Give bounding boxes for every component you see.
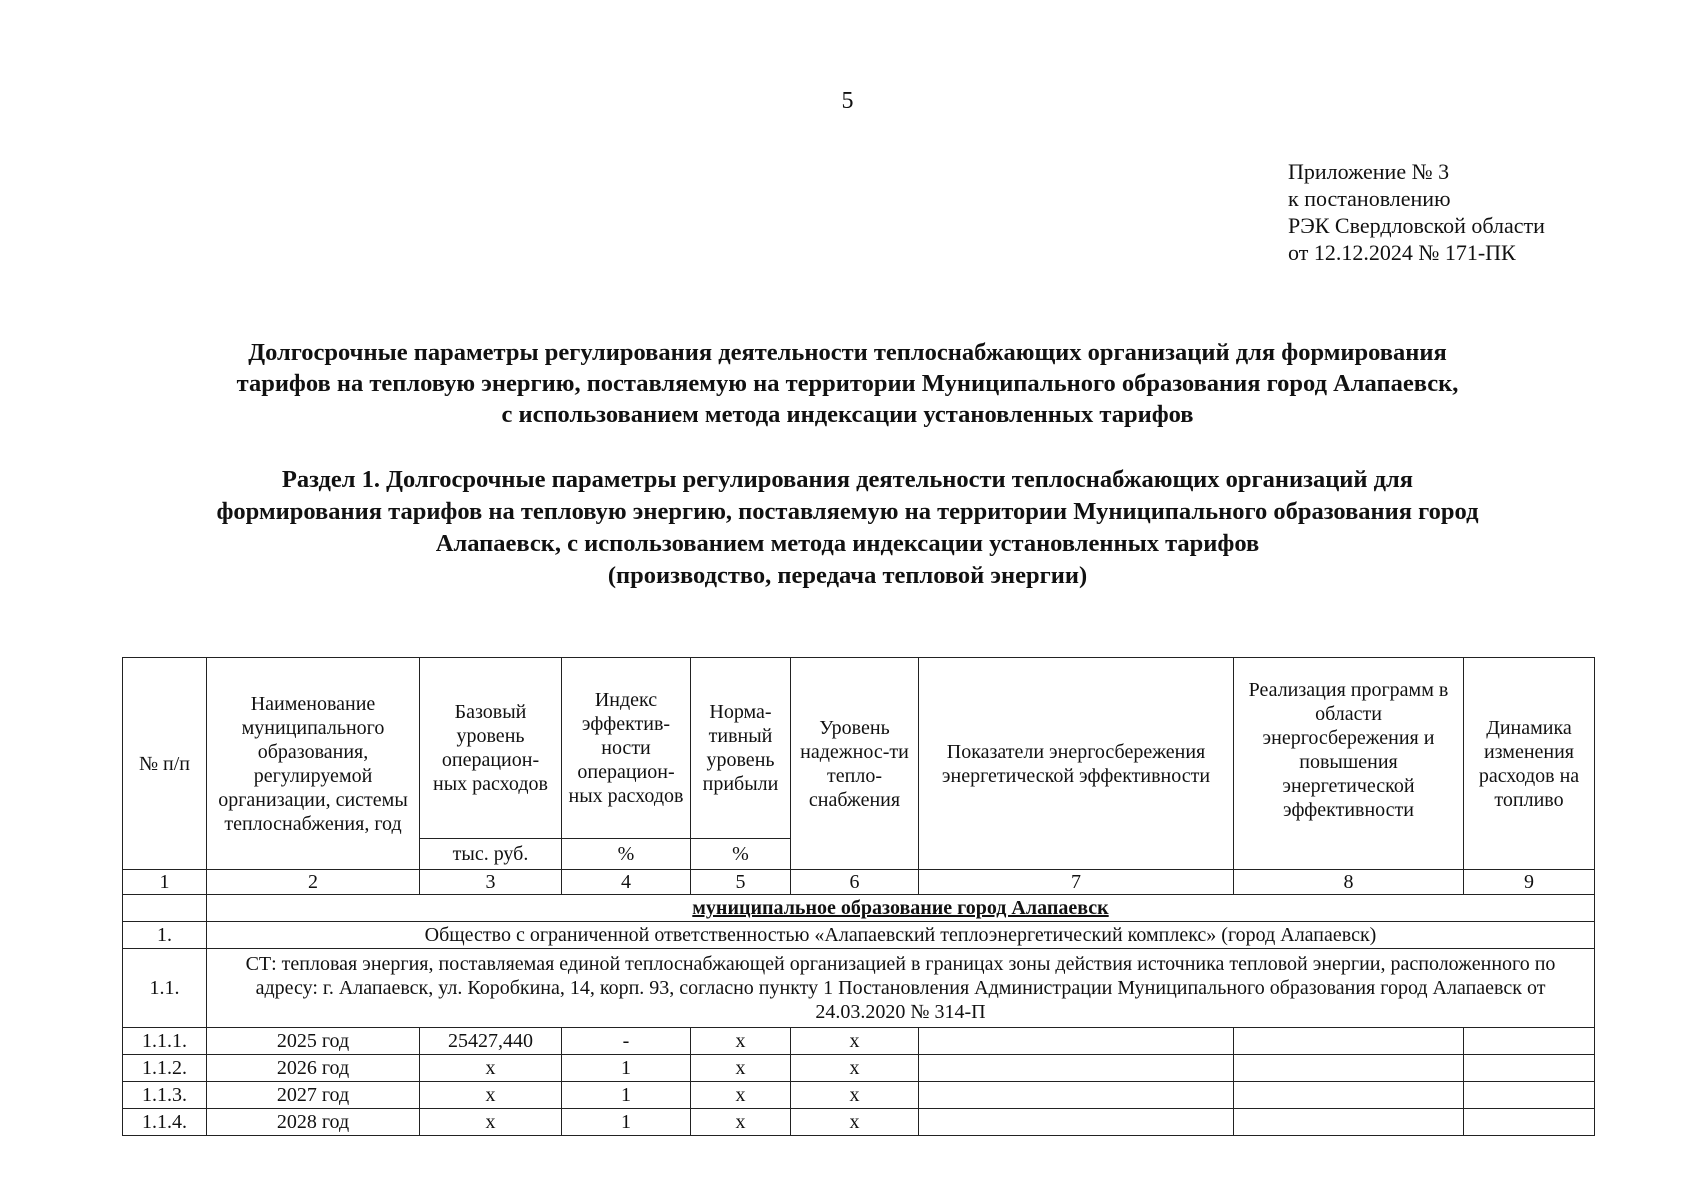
unit-efficiency-index: % bbox=[562, 839, 691, 870]
organization-row bbox=[123, 922, 1595, 949]
title-line: тарифов на тепловую энергию, поставляемую на территории Муниципального образования город Алапаевск, bbox=[236, 370, 1459, 397]
row-reliability: х bbox=[791, 1055, 919, 1082]
column-number: 4 bbox=[562, 870, 691, 895]
appendix-line: от 12.12.2024 № 171-ПК bbox=[1288, 240, 1516, 265]
row-reliability: х bbox=[791, 1028, 919, 1055]
row-efficiency-index: 1 bbox=[562, 1109, 691, 1136]
row-num: 1.1.1. bbox=[123, 1028, 207, 1055]
section-line: Раздел 1. Долгосрочные параметры регулирования деятельности теплоснабжающих организаций для bbox=[281, 466, 1414, 493]
empty-cell bbox=[1464, 1055, 1595, 1082]
column-number: 6 bbox=[791, 870, 919, 895]
row-num: 1.1.4. bbox=[123, 1109, 207, 1136]
system-num: 1.1. bbox=[123, 949, 207, 1028]
header-name: Наименование муниципального образования, регулируемой организации, системы теплоснабжения, год bbox=[207, 658, 420, 870]
column-number: 3 bbox=[420, 870, 562, 895]
empty-cell bbox=[1464, 1109, 1595, 1136]
row-reliability: х bbox=[791, 1109, 919, 1136]
empty-cell bbox=[919, 1055, 1234, 1082]
section-line: Алапаевск, с использованием метода индексации установленных тарифов bbox=[435, 530, 1260, 557]
row-profit-level: х bbox=[691, 1082, 791, 1109]
row-num: 1.1.3. bbox=[123, 1082, 207, 1109]
row-year: 2027 год bbox=[207, 1082, 420, 1109]
row-efficiency-index: - bbox=[562, 1028, 691, 1055]
column-number: 7 bbox=[919, 870, 1234, 895]
empty-cell bbox=[123, 895, 207, 922]
empty-cell bbox=[919, 1082, 1234, 1109]
header-base-costs: Базовый уровень операцион-ных расходов bbox=[420, 658, 562, 839]
header-num: № п/п bbox=[123, 658, 207, 870]
section-line: (производство, передача тепловой энергии) bbox=[607, 562, 1088, 589]
row-year: 2028 год bbox=[207, 1109, 420, 1136]
column-number: 9 bbox=[1464, 870, 1595, 895]
column-numbers-row bbox=[123, 870, 1595, 895]
column-number: 2 bbox=[207, 870, 420, 895]
row-profit-level: х bbox=[691, 1109, 791, 1136]
system-row bbox=[123, 949, 1595, 1028]
empty-cell bbox=[1464, 1028, 1595, 1055]
org-name: Общество с ограниченной ответственностью «Алапаевский теплоэнергетический комплекс» (город Алапаевск) bbox=[207, 922, 1595, 949]
empty-cell bbox=[1464, 1082, 1595, 1109]
unit-profit-level: % bbox=[691, 839, 791, 870]
appendix-line: РЭК Свердловской области bbox=[1288, 213, 1545, 238]
empty-cell bbox=[1234, 1055, 1464, 1082]
table-row bbox=[123, 1055, 1595, 1082]
appendix-block bbox=[1288, 158, 1545, 266]
document-title bbox=[100, 337, 1595, 430]
org-num: 1. bbox=[123, 922, 207, 949]
unit-base-costs: тыс. руб. bbox=[420, 839, 562, 870]
section-line: формирования тарифов на тепловую энергию, поставляемую на территории Муниципального образования город bbox=[216, 498, 1479, 525]
column-number: 1 bbox=[123, 870, 207, 895]
municipality-row bbox=[123, 895, 1595, 922]
table-row bbox=[123, 1028, 1595, 1055]
empty-cell bbox=[919, 1109, 1234, 1136]
system-description: СТ: тепловая энергия, поставляемая единой теплоснабжающей организацией в границах зоны действия источника тепловой энергии, расположенного по адресу: г. Алапаевск, ул. Коробкина, 14, корп. 93, согласно пункту 1 Постановления Администрации Муниципального образования город Алапаевск от 24.03.2020 № 314-П bbox=[207, 949, 1595, 1028]
row-base-costs: х bbox=[420, 1109, 562, 1136]
row-num: 1.1.2. bbox=[123, 1055, 207, 1082]
appendix-line: Приложение № 3 bbox=[1288, 159, 1450, 184]
row-year: 2026 год bbox=[207, 1055, 420, 1082]
row-base-costs: 25427,440 bbox=[420, 1028, 562, 1055]
header-reliability: Уровень надежнос-ти тепло-снабжения bbox=[791, 658, 919, 870]
empty-cell bbox=[919, 1028, 1234, 1055]
appendix-line: к постановлению bbox=[1288, 186, 1451, 211]
row-base-costs: х bbox=[420, 1055, 562, 1082]
table-row bbox=[123, 1082, 1595, 1109]
header-row bbox=[123, 658, 1595, 839]
header-energy-saving: Показатели энергосбережения энергетической эффективности bbox=[919, 658, 1234, 870]
page-number: 5 bbox=[841, 88, 854, 114]
column-number: 5 bbox=[691, 870, 791, 895]
header-profit-level: Норма-тивный уровень прибыли bbox=[691, 658, 791, 839]
title-line: Долгосрочные параметры регулирования деятельности теплоснабжающих организаций для формирования bbox=[248, 339, 1447, 366]
row-year: 2025 год bbox=[207, 1028, 420, 1055]
empty-cell bbox=[1234, 1109, 1464, 1136]
header-fuel-dynamics: Динамика изменения расходов на топливо bbox=[1464, 658, 1595, 870]
table-row bbox=[123, 1109, 1595, 1136]
parameters-table bbox=[122, 657, 1595, 1136]
row-profit-level: х bbox=[691, 1055, 791, 1082]
column-number: 8 bbox=[1234, 870, 1464, 895]
row-reliability: х bbox=[791, 1082, 919, 1109]
row-efficiency-index: 1 bbox=[562, 1055, 691, 1082]
empty-cell bbox=[1234, 1082, 1464, 1109]
empty-cell bbox=[1234, 1028, 1464, 1055]
header-programs: Реализация программ в области энергосбережения и повышения энергетической эффективности bbox=[1234, 658, 1464, 870]
section-title bbox=[100, 464, 1595, 592]
row-base-costs: х bbox=[420, 1082, 562, 1109]
row-profit-level: х bbox=[691, 1028, 791, 1055]
municipality-name: муниципальное образование город Алапаевск bbox=[207, 895, 1595, 922]
row-efficiency-index: 1 bbox=[562, 1082, 691, 1109]
header-efficiency-index: Индекс эффектив-ности операцион-ных расходов bbox=[562, 658, 691, 839]
title-line: с использованием метода индексации установленных тарифов bbox=[501, 401, 1194, 428]
